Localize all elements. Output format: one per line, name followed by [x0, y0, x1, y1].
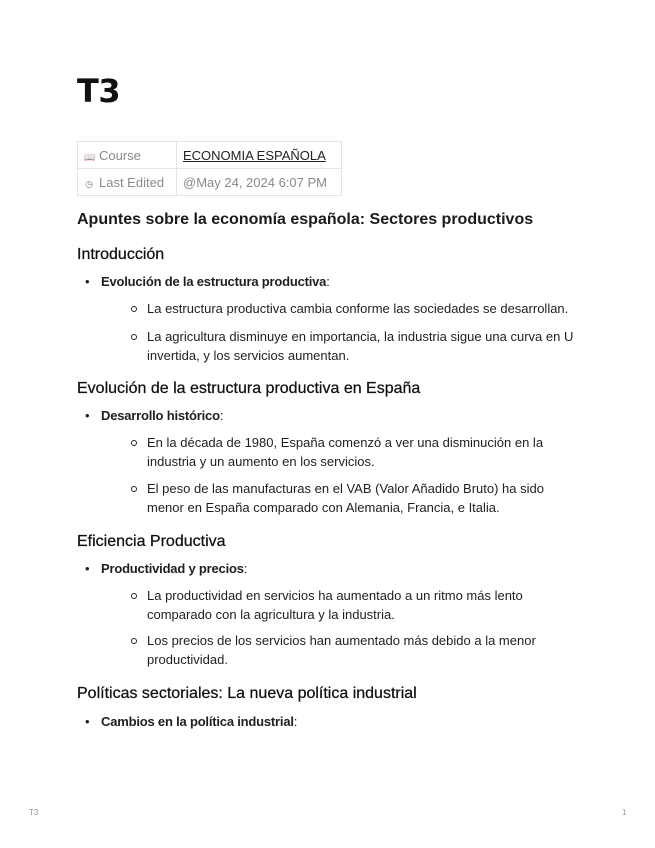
bullet-list [77, 559, 577, 669]
list-item [77, 712, 577, 731]
sub-list [101, 299, 577, 365]
sub-list [101, 433, 577, 517]
bullet-colon: : [219, 408, 224, 423]
bullet-list [77, 712, 577, 731]
sub-list-item: El peso de las manufacturas en el VAB (Valor Añadido Bruto) ha sido menor en España comparado con Alemania, Francia, e Italia. [101, 479, 577, 517]
document-body [77, 209, 577, 731]
sub-list-item: Los precios de los servicios han aumentado más debido a la menor productividad. [101, 631, 577, 669]
bullet-lead: Evolución de la estructura productiva [101, 274, 327, 289]
property-key [78, 169, 177, 196]
sub-list-item: La productividad en servicios ha aumentado a un ritmo más lento comparado con la agricultura y la industria. [101, 586, 577, 624]
bullet-lead: Desarrollo histórico [101, 408, 220, 423]
bullet-colon: : [243, 561, 248, 576]
sub-list-item: La agricultura disminuye en importancia, la industria sigue una curva en U invertida, y los servicios aumentan. [101, 327, 577, 365]
page-title: T3 [77, 72, 121, 110]
bullet-colon: : [326, 274, 330, 289]
book-icon: 📖 [84, 151, 96, 162]
sub-list-item: En la década de 1980, España comenzó a ver una disminución en la industria y un aumento en los servicios. [101, 433, 577, 471]
page-number: 1 [622, 808, 627, 817]
sub-list-item: La estructura productiva cambia conforme las sociedades se desarrollan. [101, 299, 577, 318]
list-item [77, 559, 577, 669]
bullet-lead: Productividad y precios [101, 561, 244, 576]
bullet-list [77, 406, 577, 517]
property-key [78, 142, 177, 169]
properties-table [77, 141, 342, 196]
bullet-colon: : [293, 714, 298, 729]
property-row-course [78, 142, 342, 169]
course-link[interactable]: ECONOMIA ESPAÑOLA [177, 142, 342, 169]
clock-icon: ◷ [85, 178, 93, 189]
bullet-lead: Cambios en la política industrial [101, 714, 294, 729]
bullet-list [77, 272, 577, 365]
property-row-last-edited [78, 169, 342, 196]
list-item [77, 272, 577, 365]
list-item [77, 406, 577, 517]
last-edited-value: @May 24, 2024 6:07 PM [177, 169, 342, 196]
footer-title: T3 [29, 808, 39, 817]
section-title: Evolución de la estructura productiva en España [77, 380, 421, 397]
section-title: Eficiencia Productiva [77, 533, 226, 550]
property-key-label: Last Edited [99, 174, 165, 190]
sub-list [101, 586, 577, 669]
document-heading: Apuntes sobre la economía española: Sectores productivos [77, 211, 534, 228]
section-title: Políticas sectoriales: La nueva política industrial [77, 685, 417, 702]
property-key-label: Course [99, 147, 141, 163]
section-title: Introducción [77, 246, 165, 263]
